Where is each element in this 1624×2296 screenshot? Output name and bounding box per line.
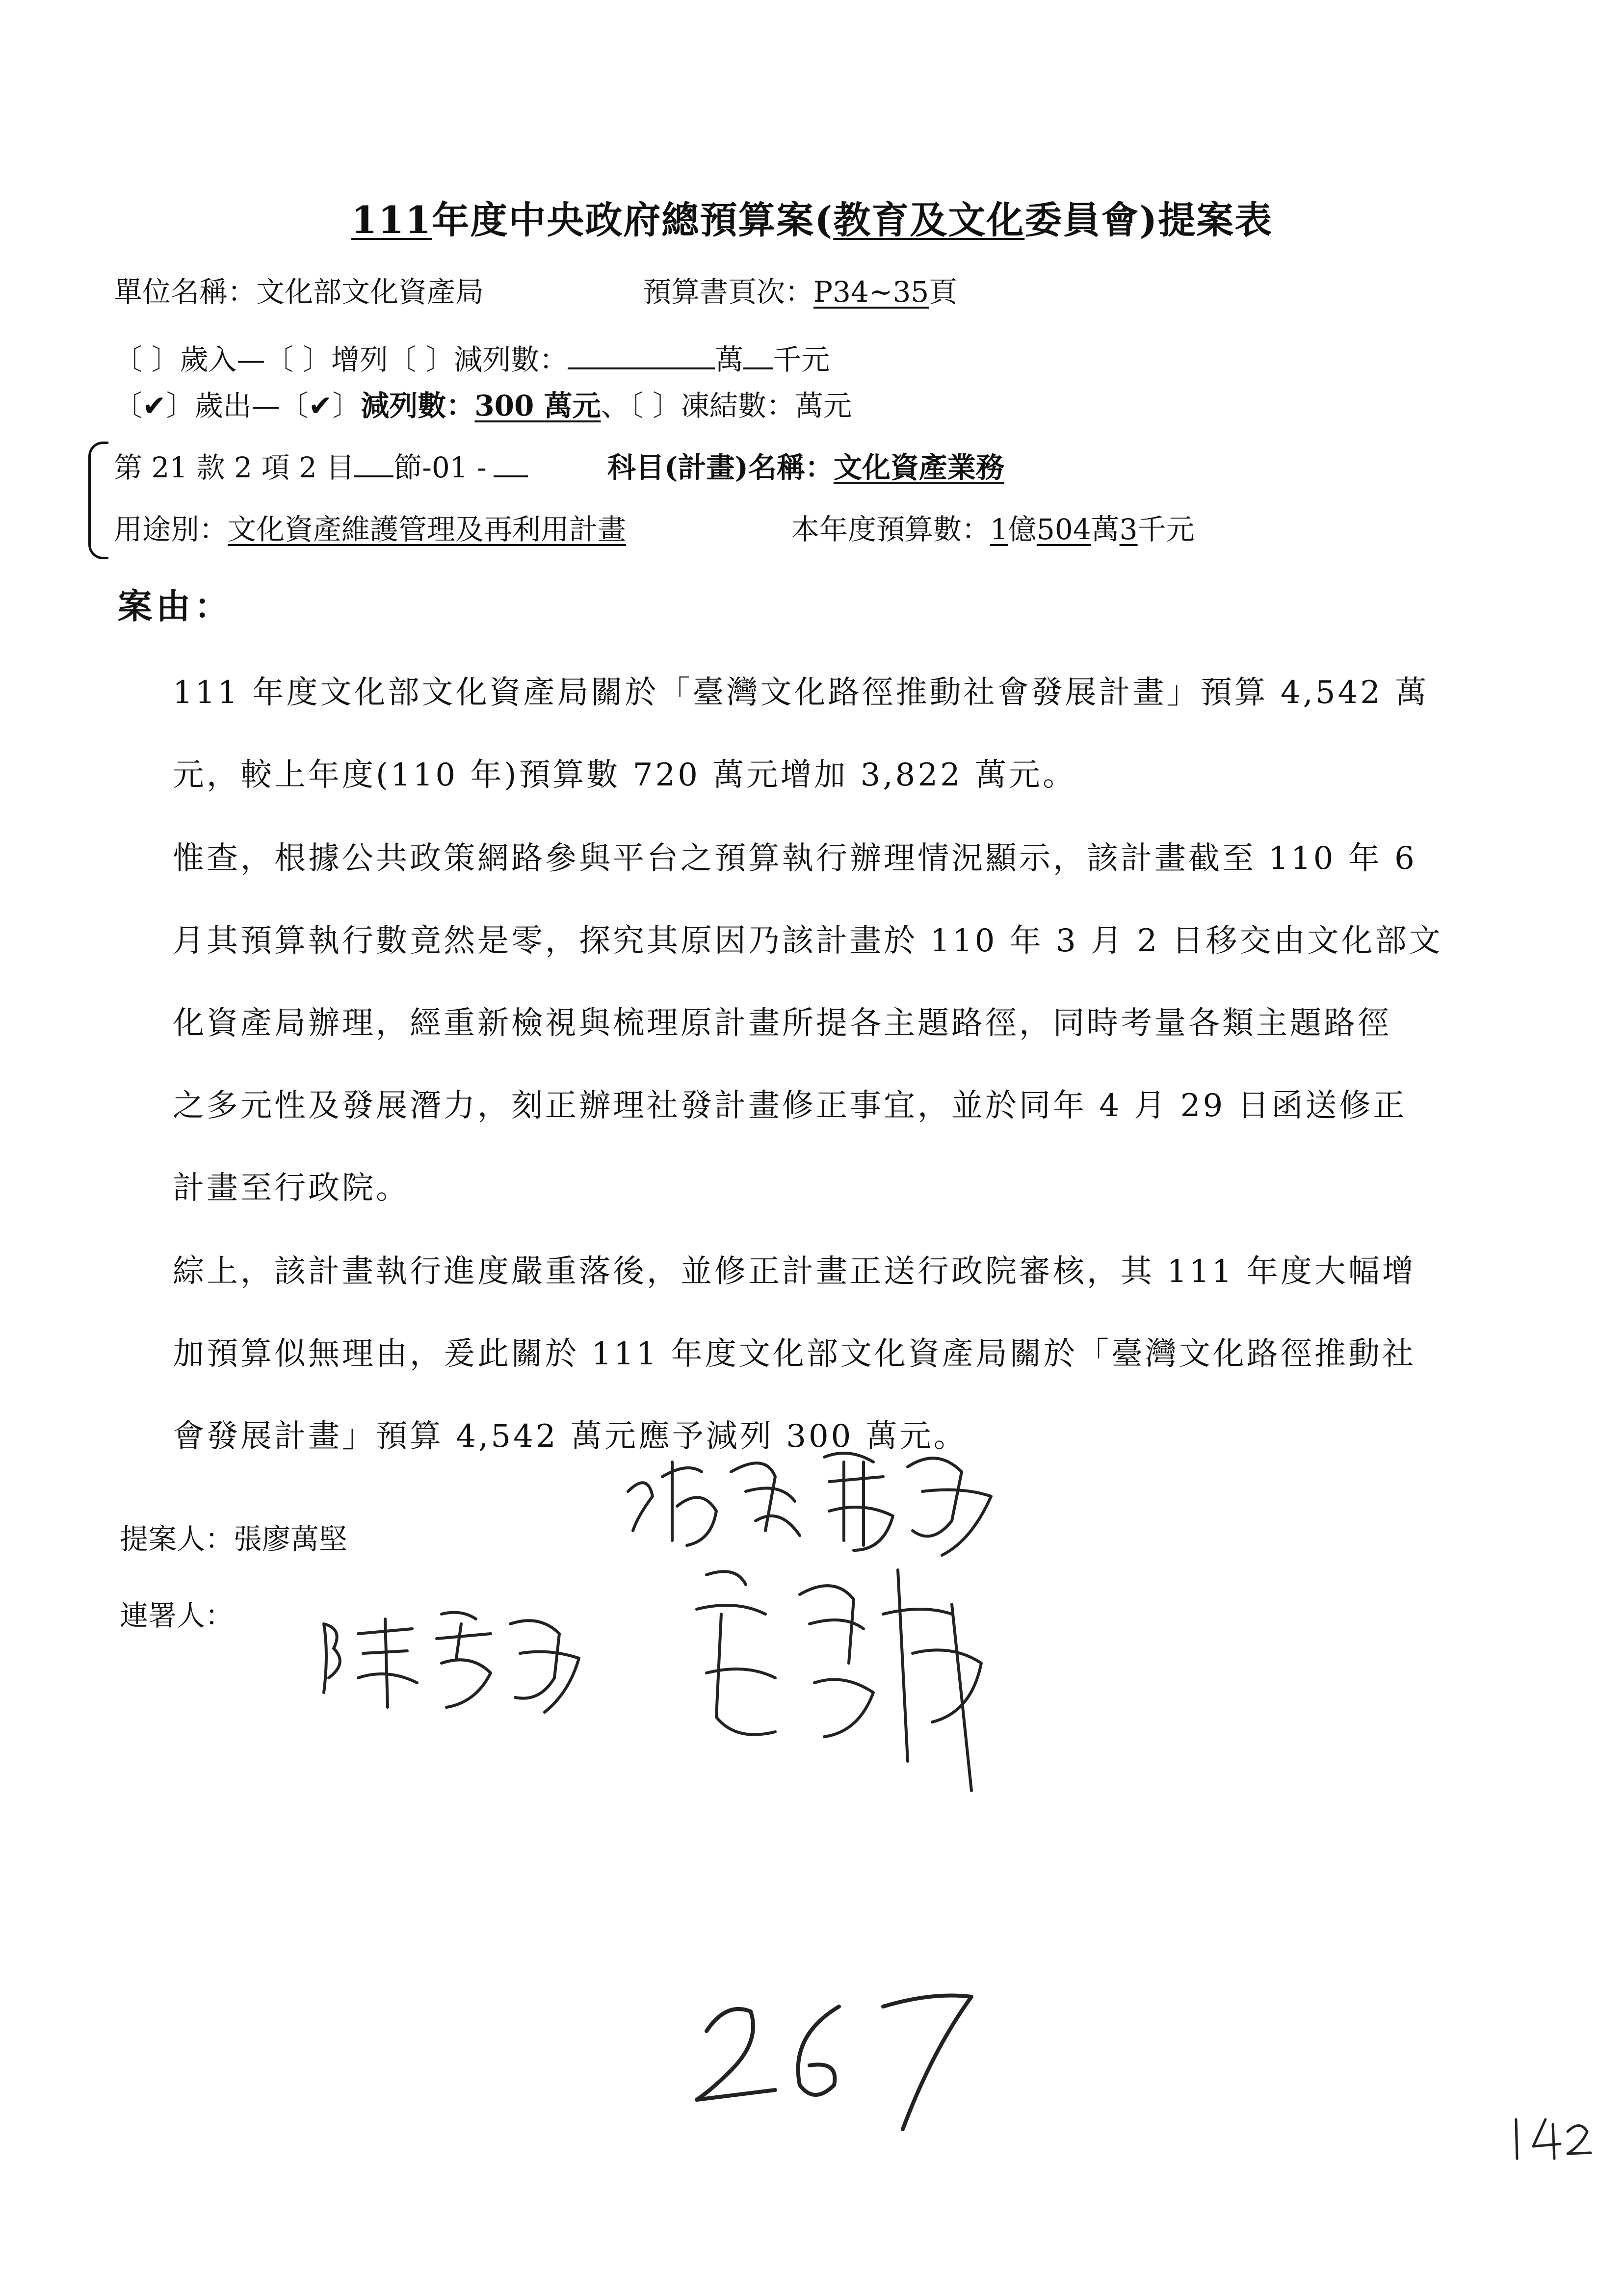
revenue-wan: 萬: [715, 343, 744, 376]
document-title: [0, 190, 1624, 244]
reason-line: 計畫至行政院。: [173, 1170, 410, 1206]
account-prefix: 第 21 款 2 項 2 目: [114, 451, 355, 484]
budget-yi: 1: [990, 513, 1008, 546]
bracket-open-1: 〔: [114, 389, 143, 422]
budget-wan-unit: 萬: [1091, 513, 1120, 546]
proposer-label: 提案人：: [120, 1522, 234, 1556]
usage-line: [114, 506, 626, 548]
budget-qian-unit: 千元: [1137, 513, 1195, 546]
title-part2: 委員會)提案表: [1024, 198, 1273, 242]
title-year: 111: [351, 198, 432, 242]
reason-line: 綜上，該計畫執行進度嚴重落後，並修正計畫正送行政院審核，其 111 年度大幅增: [173, 1253, 1416, 1290]
reason-line: 元，較上年度(110 年)預算數 720 萬元增加 3,822 萬元。: [173, 757, 1077, 793]
bracket-close-1: 〕歲出—〔: [166, 389, 309, 422]
proposer-name: 張廖萬堅: [234, 1522, 348, 1556]
reason-line: 111 年度文化部文化資產局關於「臺灣文化路徑推動社會發展計畫」預算 4,542 萬: [173, 675, 1429, 711]
budget-qian: 3: [1119, 513, 1138, 546]
subject-name: 文化資產業務: [833, 451, 1004, 484]
account-jie: 節-01 -: [393, 451, 487, 484]
usage-value: 文化資產維護管理及再利用計畫: [228, 513, 627, 546]
revenue-text: 〔 〕歲入—〔 〕增列〔 〕減列數：: [114, 343, 568, 376]
revenue-qian: 千元: [773, 343, 830, 376]
reason-line: 化資產局辦理，經重新檢視與梳理原計畫所提各主題路徑，同時考量各類主題路徑: [173, 1005, 1391, 1042]
account-blank-2: [494, 451, 528, 477]
budget-page-line: [643, 269, 957, 310]
expense-line: [114, 383, 852, 424]
unit-label: 單位名稱：: [114, 275, 257, 309]
title-part1: 年度中央政府總預算案(: [432, 198, 834, 242]
bracket-decoration: [88, 442, 108, 559]
budget-yi-unit: 億: [1008, 513, 1037, 546]
cut-check-icon: ✔: [308, 389, 333, 422]
unit-line: [114, 269, 484, 310]
annual-budget-label: 本年度預算數：: [791, 513, 991, 546]
account-line: [114, 444, 528, 486]
handwritten-corner-number: [1506, 2110, 1595, 2164]
subject-label: 科目(計畫)名稱：: [607, 451, 834, 484]
account-blank-1: [354, 451, 393, 477]
budget-wan: 504: [1036, 513, 1091, 546]
cut-value: 300 萬元: [474, 389, 601, 422]
reason-line: 加預算似無理由，爰此關於 111 年度文化部文化資產局關於「臺灣文化路徑推動社: [173, 1336, 1416, 1372]
cosigner-1-signature-handwriting: [314, 1594, 618, 1722]
cosigner-2-signature-handwriting: [677, 1555, 1050, 1810]
expense-check-icon: ✔: [142, 389, 166, 422]
usage-label: 用途別：: [114, 513, 228, 546]
cut-label: 減列數：: [361, 389, 475, 422]
reason-line: 惟查，根據公共政策網路參與平台之預算執行辦理情況顯示，該計畫截至 110 年 6: [173, 840, 1417, 877]
expense-tail: 、〔 〕凍結數：萬元: [601, 389, 852, 422]
handwritten-page-number: [677, 1962, 991, 2139]
reason-line: 之多元性及發展潛力，刻正辦理社發計畫修正事宜，並於同年 4 月 29 日函送修正: [173, 1088, 1407, 1124]
budget-page-label: 預算書頁次：: [643, 275, 814, 309]
budget-page-value: P34~35: [813, 275, 929, 309]
unit-name: 文化部文化資產局: [256, 275, 484, 309]
title-committee: 教育及文化: [833, 198, 1025, 242]
subject-line: [607, 444, 1004, 486]
revenue-line: [114, 337, 830, 378]
revenue-amount-blank: [568, 343, 715, 369]
reason-line: 會發展計畫」預算 4,542 萬元應予減列 300 萬元。: [173, 1418, 968, 1455]
revenue-qian-blank: [743, 343, 773, 369]
cosigner-label: 連署人：: [120, 1599, 234, 1632]
bracket-close-2: 〕: [332, 389, 361, 422]
proposer-line: [120, 1516, 347, 1557]
budget-page-suffix: 頁: [929, 275, 958, 309]
reason-heading: 案由：: [118, 586, 233, 626]
annual-budget-line: [791, 506, 1195, 548]
reason-line: 月其預算執行數竟然是零，探究其原因乃該計畫於 110 年 3 月 2 日移交由文化部文: [173, 923, 1443, 959]
